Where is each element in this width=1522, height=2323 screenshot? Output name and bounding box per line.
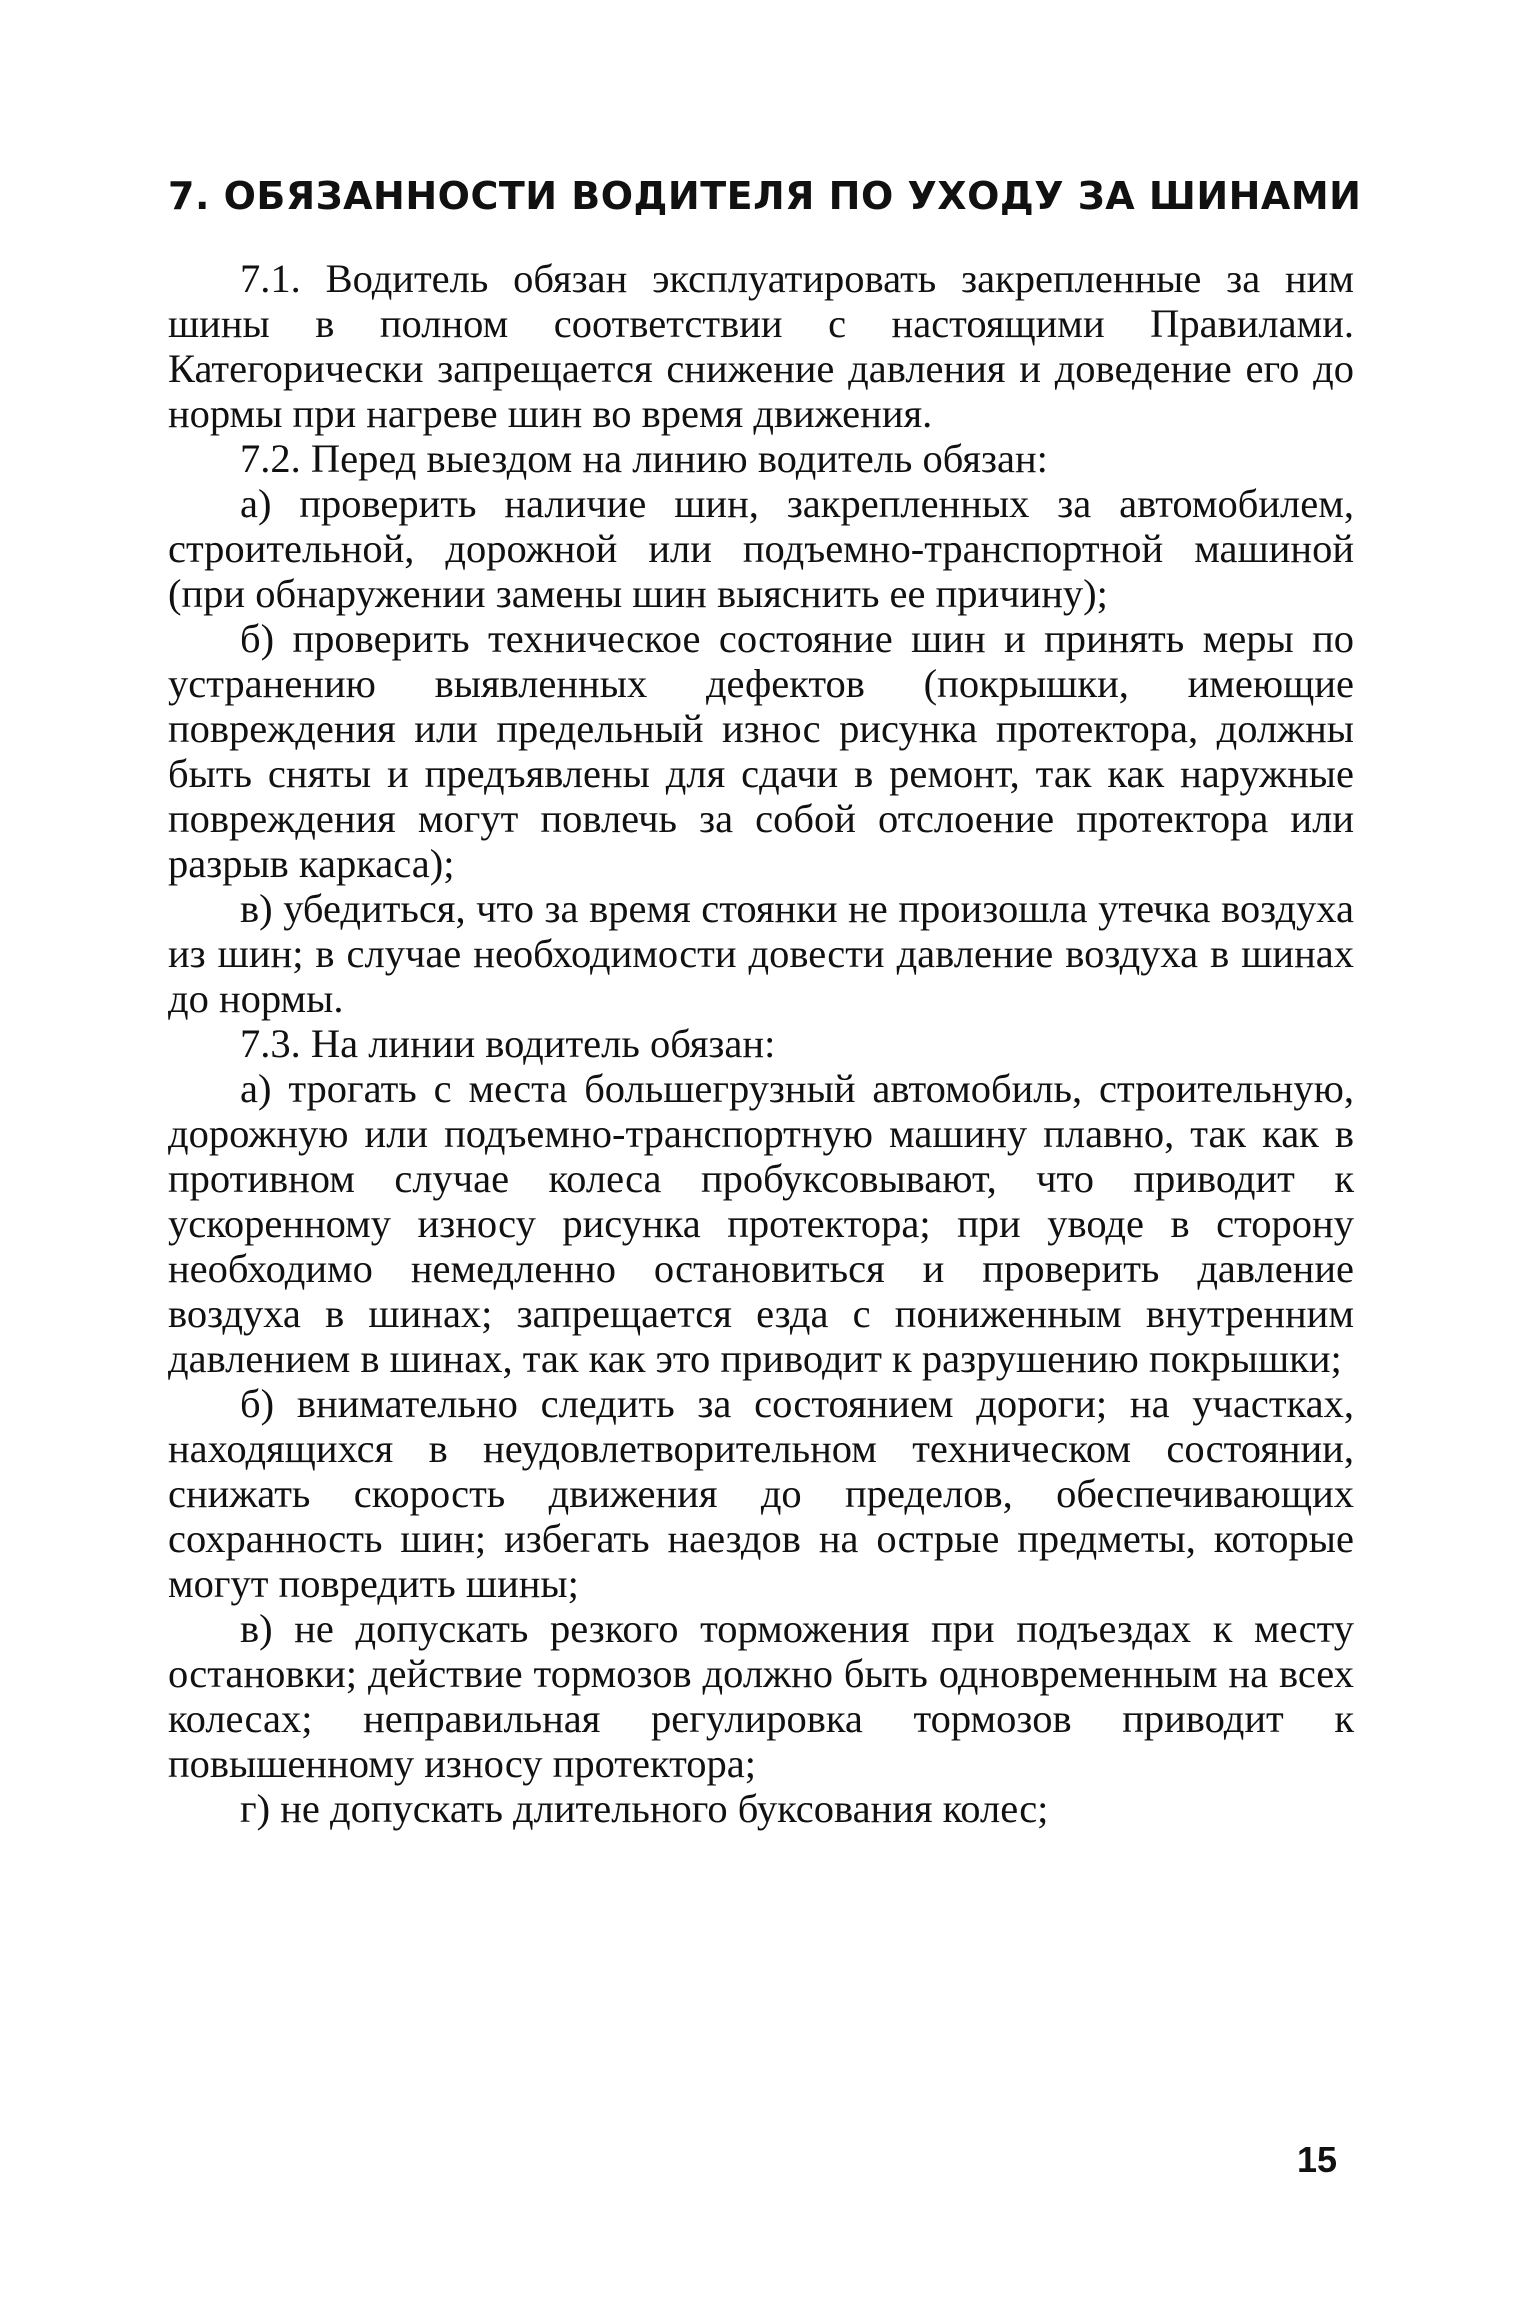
paragraph-7-2-a: а) проверить наличие шин, закрепленных за автомобилем, строительной, дорожной или подъемно-транспортной машиной (при обнаружении замены шин выяснить ее причину); — [168, 481, 1354, 616]
paragraph-7-2-b: б) проверить техническое состояние шин и принять меры по устранению выявленных дефектов (покрышки, имеющие повреждения или предельный износ рисунка протектора, должны быть сняты и предъявлены для сдачи в ремонт, так как наружные повреждения могут повлечь за собой отслоение протектора или разрыв каркаса); — [168, 616, 1354, 886]
page-number: 15 — [1297, 2139, 1338, 2180]
paragraph-7-3-v: в) не допускать резкого торможения при подъездах к месту остановки; действие тормозов должно быть одновременным на всех колесах; неправильная регулировка тормозов приводит к повышенному износу протектора; — [168, 1606, 1354, 1786]
paragraph-7-3-g: г) не допускать длительного буксования колес; — [240, 1786, 1049, 1831]
paragraph-7-3: 7.3. На линии водитель обязан: — [240, 1021, 776, 1066]
paragraph-7-2-v: в) убедиться, что за время стоянки не произошла утечка воздуха из шин; в случае необходимости довести давление воздуха в шинах до нормы. — [168, 886, 1354, 1021]
paragraph-7-3-a: а) трогать с места большегрузный автомобиль, строительную, дорожную или подъемно-транспортную машину плавно, так как в противном случае колеса пробуксовывают, что приводит к ускоренному износу рисунка протектора; при уводе в сторону необходимо немедленно остановиться и проверить давление воздуха в шинах; запрещается езда с пониженным внутренним давлением в шинах, так как это приводит к разрушению покрышки; — [168, 1066, 1354, 1381]
paragraph-7-1: 7.1. Водитель обязан эксплуатировать закрепленные за ним шины в полном соответствии с настоящими Правилами. Категорически запрещается снижение давления и доведение его до нормы при нагреве шин во время движения. — [168, 256, 1354, 436]
section-title: 7. ОБЯЗАННОСТИ ВОДИТЕЛЯ ПО УХОДУ ЗА ШИНАМИ — [168, 174, 1362, 218]
paragraph-7-3-b: б) внимательно следить за состоянием дороги; на участках, находящихся в неудовлетворительном техническом состоянии, снижать скорость движения до пределов, обеспечивающих сохранность шин; избегать наездов на острые предметы, которые могут повредить шины; — [168, 1381, 1354, 1606]
body-text — [168, 256, 1354, 1831]
paragraph-7-2: 7.2. Перед выездом на линию водитель обязан: — [240, 436, 1048, 481]
